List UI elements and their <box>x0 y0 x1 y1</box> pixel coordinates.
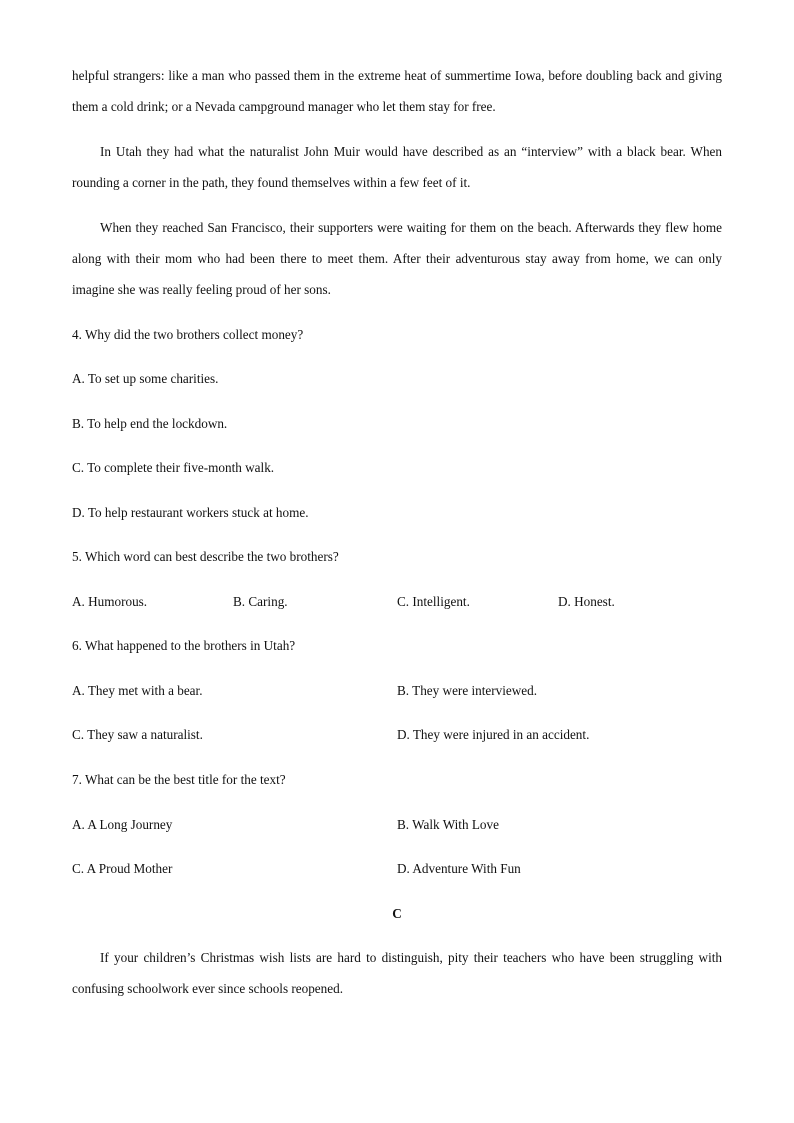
question-6-stem: 6. What happened to the brothers in Utah? <box>72 638 296 653</box>
passage-paragraph-3: When they reached San Francisco, their supporters were waiting for them on the beach. Afterwards they flew home along with their mom who had been there to meet them. After their adventurous stay away from home, we can only imagine she was really feeling proud of her sons. <box>72 220 722 297</box>
question-6-option-a: A. They met with a bear. <box>72 683 203 698</box>
question-5-option-b: B. Caring. <box>233 594 288 609</box>
question-5-option-d: D. Honest. <box>558 594 615 609</box>
question-5-stem: 5. Which word can best describe the two brothers? <box>72 549 339 564</box>
question-7-option-d: D. Adventure With Fun <box>397 861 521 876</box>
section-heading-c: C <box>392 906 402 921</box>
passage-paragraph-1: helpful strangers: like a man who passed them in the extreme heat of summertime Iowa, before doubling back and giving them a cold drink; or a Nevada campground manager who let them stay for free. <box>72 68 722 114</box>
question-5-option-a: A. Humorous. <box>72 594 148 609</box>
question-7-option-b: B. Walk With Love <box>397 817 499 832</box>
question-7-stem: 7. What can be the best title for the text? <box>72 772 286 787</box>
question-7-option-a: A. A Long Journey <box>72 817 173 832</box>
question-5-option-c: C. Intelligent. <box>397 594 470 609</box>
question-4-option-d: D. To help restaurant workers stuck at home. <box>72 505 309 520</box>
passage-paragraph-2: In Utah they had what the naturalist John Muir would have described as an “interview” with a black bear. When rounding a corner in the path, they found themselves within a few feet of it. <box>72 144 722 190</box>
section-c-paragraph-1: If your children’s Christmas wish lists are hard to distinguish, pity their teachers who have been struggling with confusing schoolwork ever since schools reopened. <box>72 950 722 996</box>
question-6-option-d: D. They were injured in an accident. <box>397 727 590 742</box>
document-page <box>72 0 722 1123</box>
question-6-option-b: B. They were interviewed. <box>397 683 538 698</box>
question-4-stem: 4. Why did the two brothers collect money? <box>72 327 304 342</box>
question-4-option-b: B. To help end the lockdown. <box>72 416 228 431</box>
question-7-option-c: C. A Proud Mother <box>72 861 173 876</box>
question-6-option-c: C. They saw a naturalist. <box>72 727 203 742</box>
question-4-option-c: C. To complete their five-month walk. <box>72 460 275 475</box>
question-4-option-a: A. To set up some charities. <box>72 371 219 386</box>
